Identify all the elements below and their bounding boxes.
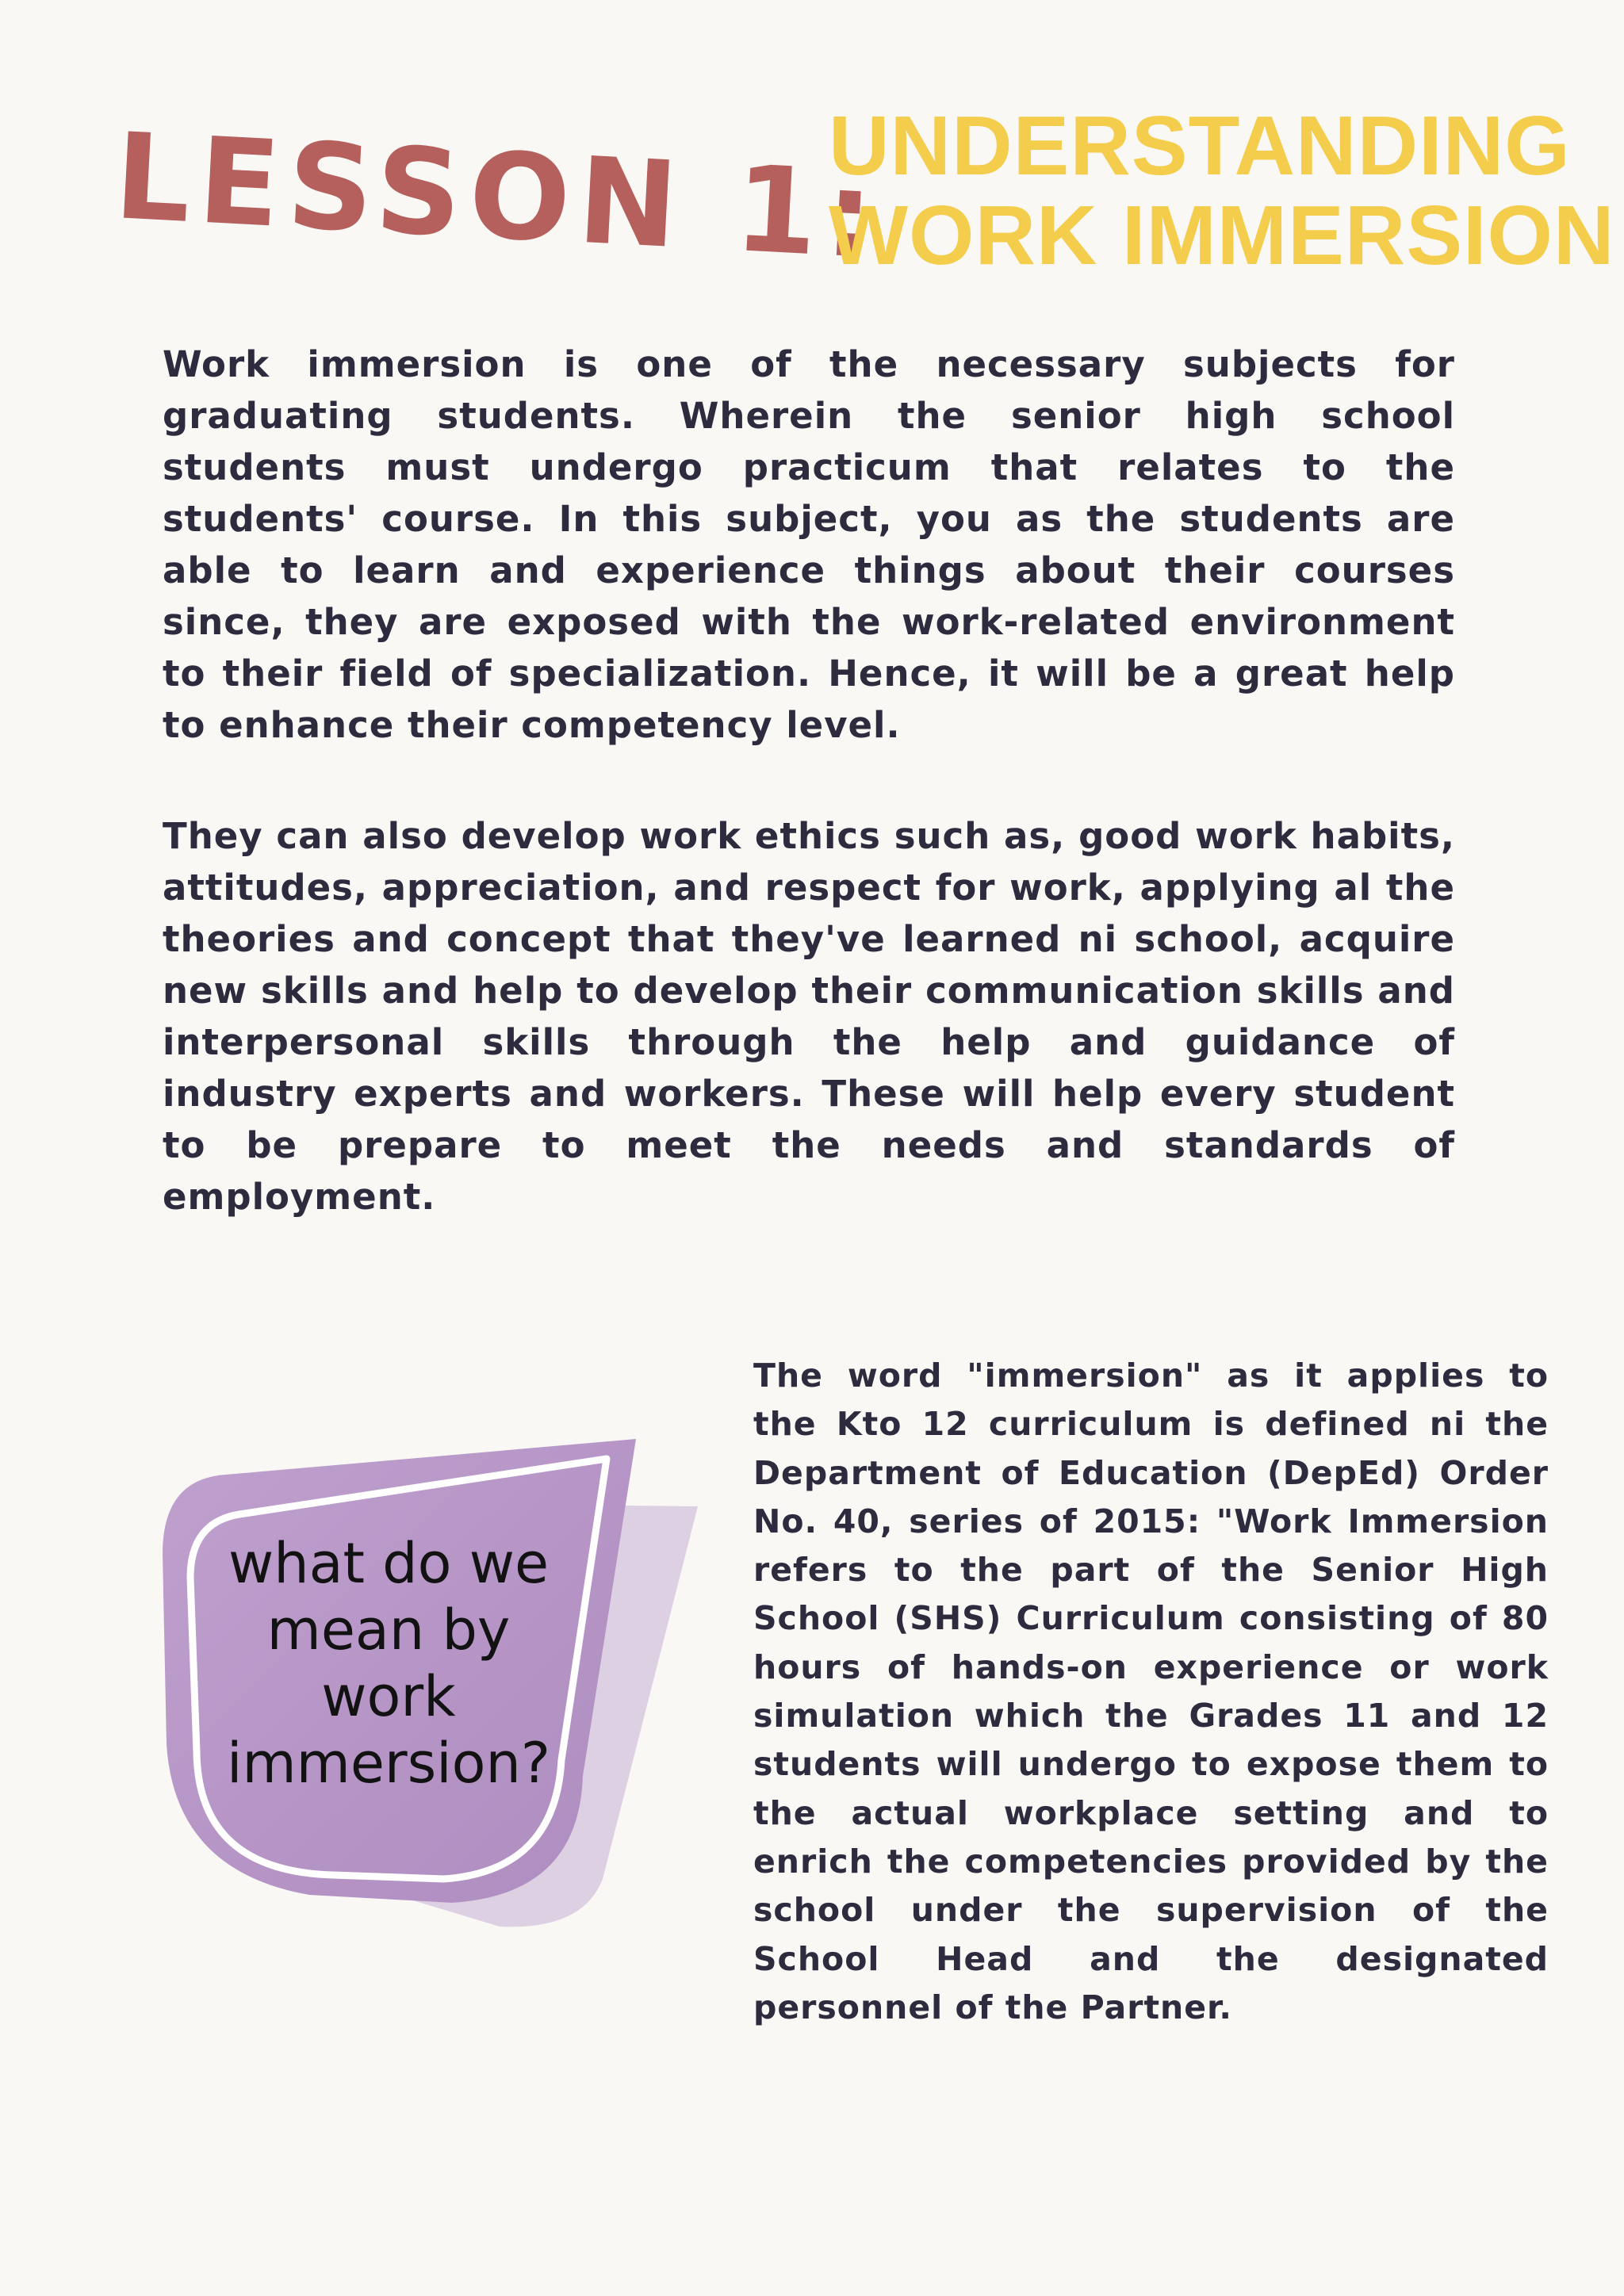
- lesson-number: LESSON 1:: [111, 108, 885, 286]
- intro-paragraph: Work immersion is one of the necessary subjects for graduating students. Wherein the senior high school students must undergo practicum that relates to the students' course. In this subject, you as the students are able to learn and experience things about their courses since, they are exposed with the work-related environment to their field of specialization. Hence, it will be a great help to enhance their competency level.: [163, 343, 1455, 746]
- question-callout: [151, 1427, 722, 1966]
- lesson-title-line-2: WORK IMMERSION: [829, 189, 1615, 282]
- callout-question: what do we mean by work immersion?: [227, 1531, 550, 1796]
- definition-paragraph: The word "immersion" as it applies to the Kto 12 curriculum is defined ni the Department of Education (DepEd) Order No. 40, series of 2015: "Work Immersion refers to the part of the Senior High School (SHS) Curriculum consisting of 80 hours of hands-on experience or work simulation which the Grades 11 and 12 students will undergo to expose them to the actual workplace setting and to enrich the competencies provided by the school under the supervision of the School Head and the designated personnel of the Partner.: [753, 1357, 1549, 2026]
- lesson-title-line-1: UNDERSTANDING: [829, 99, 1571, 193]
- lesson-title: [829, 99, 1615, 282]
- work-ethics-paragraph: They can also develop work ethics such as, good work habits, attitudes, appreciation, and respect for work, applying al the theories and concept that they've learned ni school, acquire new skills and help to develop their communication skills and interpersonal skills through the help and guidance of industry experts and workers. These will help every student to be prepare to meet the needs and standards of employment.: [163, 815, 1455, 1218]
